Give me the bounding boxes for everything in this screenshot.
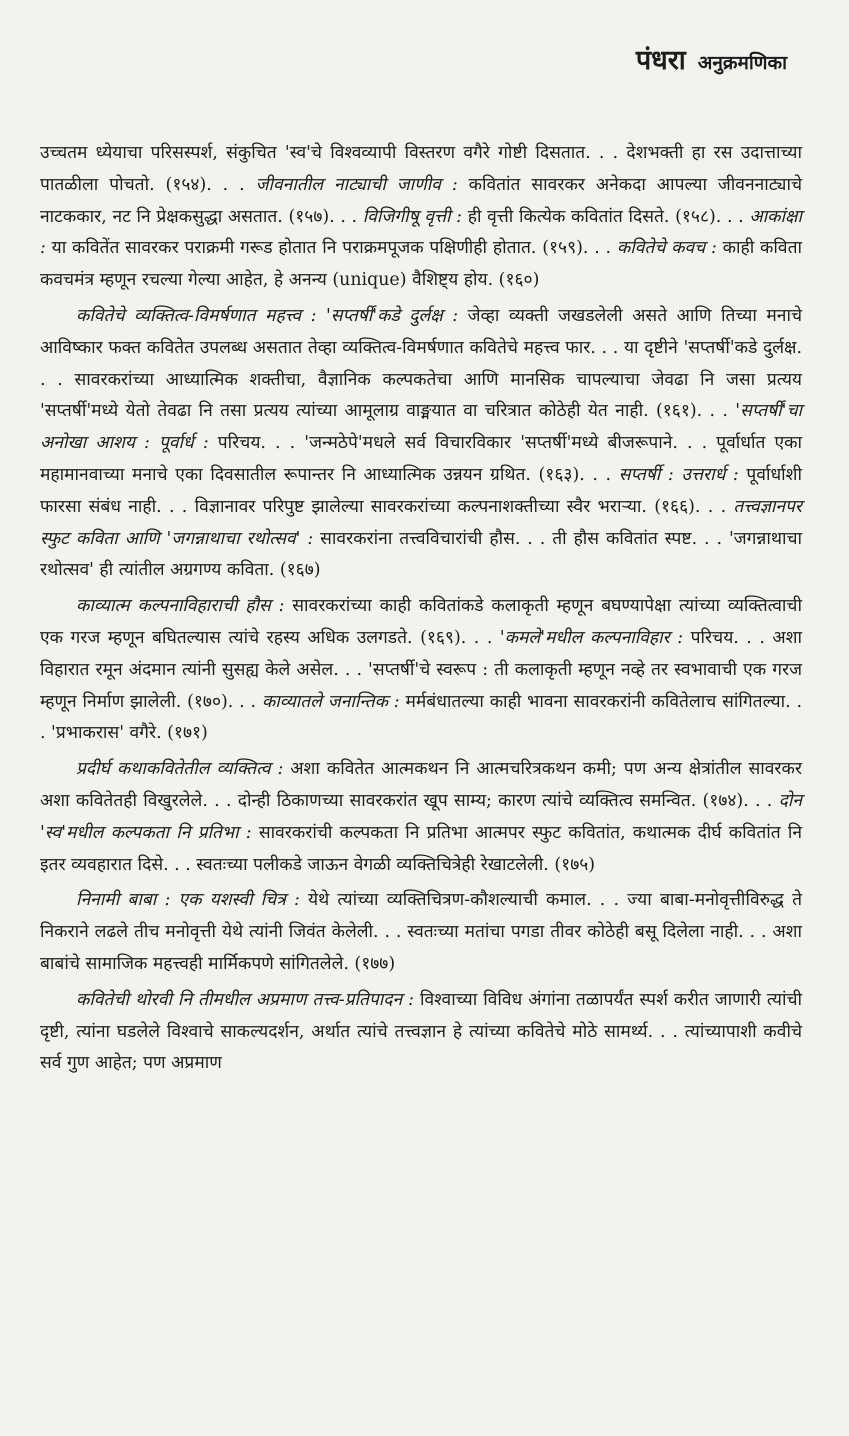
section-heading: काव्यातले जनान्तिक : — [261, 691, 400, 712]
body-text: सावरकरांना तत्त्वविचारांची हौस. . . ती हौस कवितांत स्पष्ट. . . 'जगन्नाथाचा रथोत्सव' ही त्यांतील अग्रगण्य कविता. (१६७) — [40, 528, 803, 581]
paragraph — [40, 885, 802, 980]
page-body — [40, 138, 802, 1084]
body-text: सावरकरांच्या काही कवितांकडे कलाकृती म्हणून बघण्यापेक्षा त्यांच्या व्यक्तित्वाची एक गरज म्हणून बघितल्यास त्यांचे रहस्य अधिक उलगडते. (१६९). . . — [40, 596, 802, 648]
body-text: परिचय. . . अशा विहारात रमून अंदमान त्यांनी सुसह्य केले असेल. . . 'सप्तर्षी'चे स्वरूप : ती कलाकृती म्हणून नव्हे तर स्वभावाची एक गरज म्हणून निर्माण झालेली. (१७०). . . — [40, 627, 803, 712]
section-heading: 'कमले'मधील कल्पनाविहार : — [499, 627, 684, 648]
body-text: अशा कवितेत आत्मकथन नि आत्मचरित्रकथन कमी; पण अन्य क्षेत्रांतील सावरकर अशा कवितेतही विखुरलेले. . . दोन्ही ठिकाणच्या सावरकरांत खूप साम्य; कारण त्यांचे व्यक्तित्व समन्वित. (१७४). . . — [40, 759, 802, 811]
body-text: कवितांत सावरकर अनेकदा आपल्या जीवननाट्याचे नाटककार, नट नि प्रेक्षकसुद्धा असतात. (१५७). . . — [40, 174, 802, 227]
section-heading: दोन 'स्व'मधील कल्पकता नि प्रतिभा : — [40, 790, 802, 843]
paragraph — [40, 754, 802, 881]
section-heading: 'सप्तर्षी'चा अनोखा आशय : पूर्वार्ध : — [40, 401, 802, 454]
body-text: या कवितेंत सावरकर पराक्रमी गरूड होतात नि पराक्रमपूजक पक्षिणीही होतात. (१५९). . . — [45, 238, 617, 259]
section-heading: जीवनातील नाट्याची जाणीव : — [255, 174, 458, 195]
paragraph — [40, 138, 802, 297]
body-text: विश्वाच्या विविध अंगांना तळापर्यंत स्पर्श करीत जाणारी त्यांची दृष्टी, त्यांना घडलेले विश्वाचे साकल्यदर्शन, अर्थात त्यांचे तत्त्वज्ञान हे त्यांच्या कवितेचे मोठे सामर्थ्य. . . त्यांच्यापाशी कवीचे सर्व गुण आहेत; पण अप्रमाण — [40, 989, 803, 1074]
section-heading: कवितेची थोरवी नि तीमधील अप्रमाण तत्त्व-प्रतिपादन : — [76, 989, 415, 1010]
body-text: काही कविता कवचमंत्र म्हणून रचल्या गेल्या आहेत, हे अनन्य (unique) वैशिष्ट्य होय. (१६०) — [40, 238, 802, 291]
body-text: सावरकरांची कल्पकता नि प्रतिभा आत्मपर स्फुट कवितांत, कथात्मक दीर्घ कवितांत नि इतर व्यवहारात दिसे. . . स्वतःच्या पलीकडे जाऊन वेगळी व्यक्तिचित्रेही रेखाटलेली. (१७५) — [40, 822, 802, 875]
section-heading: सप्तर्षी : उत्तरार्ध : — [618, 464, 739, 485]
body-text: पूर्वार्धाशी फारसा संबंध नाही. . . विज्ञानावर परिपुष्ट झालेल्या सावरकरांच्या कल्पनाशक्तीच्या स्वैर भराऱ्या. (१६६). . . — [40, 464, 802, 517]
section-heading: तत्त्वज्ञानपर स्फुट कविता आणि 'जगन्नाथाचा रथोत्सव' : — [40, 496, 802, 549]
body-text: मर्मबंधातल्या काही भावना सावरकरांनी कवितेलाच सांगितल्या. . . 'प्रभाकरास' वगैरे. (१७१) — [40, 691, 803, 744]
paragraph — [40, 301, 802, 587]
page-number: पंधरा — [635, 45, 686, 76]
section-heading: प्रदीर्घ कथाकवितेतील व्यक्तित्व : — [76, 759, 284, 780]
page-header — [636, 40, 787, 77]
section-heading: आकांक्षा : — [40, 206, 802, 259]
section-heading: विजिगीषू वृत्ती : — [362, 206, 463, 227]
body-text: उच्चतम ध्येयाचा परिसस्पर्श, संकुचित 'स्व'चे विश्वव्यापी विस्तरण वगैरे गोष्टी दिसतात. . . देशभक्ती हा रस उदात्ताच्या पातळीला पोचतो. (१५४). . . — [40, 143, 802, 195]
paragraph — [40, 591, 802, 750]
paragraph — [40, 985, 802, 1080]
body-text: जेव्हा व्यक्ती जखडलेली असते आणि तिच्या मनाचे आविष्कार फक्त कवितेत उपलब्ध असतात तेव्हा व्यक्तित्व-विमर्षणात कवितेचे महत्त्व फार. . . या दृष्टीने 'सप्तर्षी'कडे दुर्लक्ष. . . सावरकरांच्या आध्यात्मिक शक्तीचा, वैज्ञानिक कल्पकतेचा आणि मानसिक चापल्याचा जेवढा नि जसा प्रत्यय 'सप्तर्षी'मध्ये येतो तेवढा नि तसा प्रत्यय त्यांच्या आमूलाग्र वाङ्मयात वा चरित्रात कोठेही येत नाही. (१६१). . . — [40, 305, 802, 422]
body-text: ही वृत्ती कित्येक कवितांत दिसते. (१५८). . . — [462, 206, 750, 227]
page-title: अनुक्रमणिका — [697, 52, 787, 74]
section-heading: निनामी बाबा : एक यशस्वी चित्र : — [76, 890, 300, 911]
body-text: येथे त्यांच्या व्यक्तिचित्रण-कौशल्याची कमाल. . . ज्या बाबा-मनोवृत्तीविरुद्ध ते निकराने लढले तीच मनोवृत्ती येथे त्यांनी जिवंत केलेली. . . स्वतःच्या मतांचा पगडा तीवर कोठेही बसू दिलेला नाही. . . अशा बाबांचे सामाजिक महत्त्वही मार्मिकपणे सांगितलेले. (१७७) — [40, 890, 803, 974]
section-heading: काव्यात्म कल्पनाविहाराची हौस : — [76, 596, 285, 617]
section-heading: कवितेचे कवच : — [616, 238, 717, 259]
section-heading: कवितेचे व्यक्तित्व-विमर्षणात महत्त्व : 'सप्तर्षी'कडे दुर्लक्ष : — [76, 305, 459, 326]
body-text: परिचय. . . 'जन्मठेपे'मधले सर्व विचारविकार 'सप्तर्षी'मध्ये बीजरूपाने. . . पूर्वार्धात एका महामानवाच्या मनाचे एका दिवसातील रूपान्तर नि आध्यात्मिक उन्नयन ग्रथित. (१६३). . . — [40, 433, 802, 485]
